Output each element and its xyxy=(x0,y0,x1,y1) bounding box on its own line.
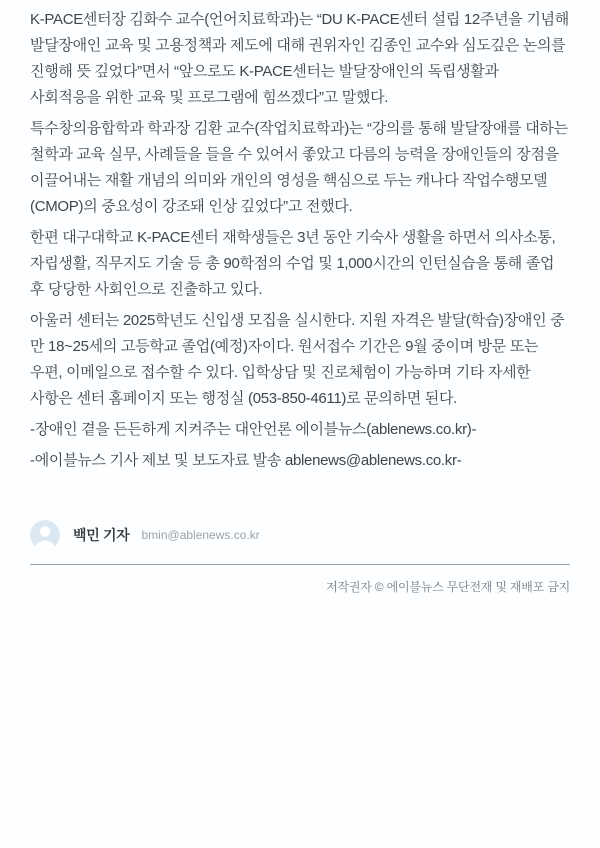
reporter-avatar xyxy=(30,520,60,550)
person-icon xyxy=(30,520,60,550)
reporter-name-link[interactable]: 백민 기자 xyxy=(73,527,130,543)
article-tagline: -장애인 곁을 든든하게 지켜주는 대안언론 에이블뉴스(ablenews.co.kr)- xyxy=(30,421,477,438)
article-paragraph: 특수창의융합학과 학과장 김환 교수(작업치료학과)는 “강의를 통해 발달장애를 대하는 철학과 교육 실무, 사례들을 들을 수 있어서 좋았고 다름의 능력을 장애인들의 장점을 이끌어내는 재활 개념의 의미와 개인의 영성을 핵심으로 두는 캐나다 작업수행모델(CMOP)의 중요성이 강조돼 인상 깊었다”고 전했다. xyxy=(30,120,568,215)
article-paragraph: 아울러 센터는 2025학년도 신입생 모집을 실시한다. 지원 자격은 발달(학습)장애인 중 만 18~25세의 고등학교 졸업(예정)자이다. 원서접수 기간은 9월 중이며 방문 또는 우편, 이메일으로 접수할 수 있다. 입학상담 및 진로체험이 가능하며 기타 자세한 사항은 센터 홈페이지 또는 행정실 (053-850-4611)로 문의하면 된다. xyxy=(30,312,565,407)
article-paragraph: K-PACE센터장 김화수 교수(언어치료학과)는 “DU K-PACE센터 설립 12주년을 기념해 발달장애인 교육 및 고용정책과 제도에 대해 권위자인 김종인 교수와 심도깊은 논의를 진행해 뜻 깊었다”면서 “앞으로도 K-PACE센터는 발달장애인의 독립생활과 사회적응을 위한 교육 및 프로그램에 힘쓰겠다”고 말했다. xyxy=(30,11,569,106)
article-paragraph: 한편 대구대학교 K-PACE센터 재학생들은 3년 동안 기숙사 생활을 하면서 의사소통, 자립생활, 직무지도 기술 등 총 90학점의 수업 및 1,000시간의 인턴실습을 통해 졸업 후 당당한 사회인으로 진출하고 있다. xyxy=(30,229,556,298)
copyright-notice: 저작권자 © 에이블뉴스 무단전재 및 재배포 금지 xyxy=(326,580,570,594)
reporter-byline xyxy=(30,520,570,550)
article-contact-line: -에이블뉴스 기사 제보 및 보도자료 발송 ablenews@ablenews.co.kr- xyxy=(30,452,462,469)
article-body xyxy=(30,7,570,474)
reporter-email-link[interactable]: bmin@ablenews.co.kr xyxy=(141,528,260,542)
divider xyxy=(30,564,570,565)
